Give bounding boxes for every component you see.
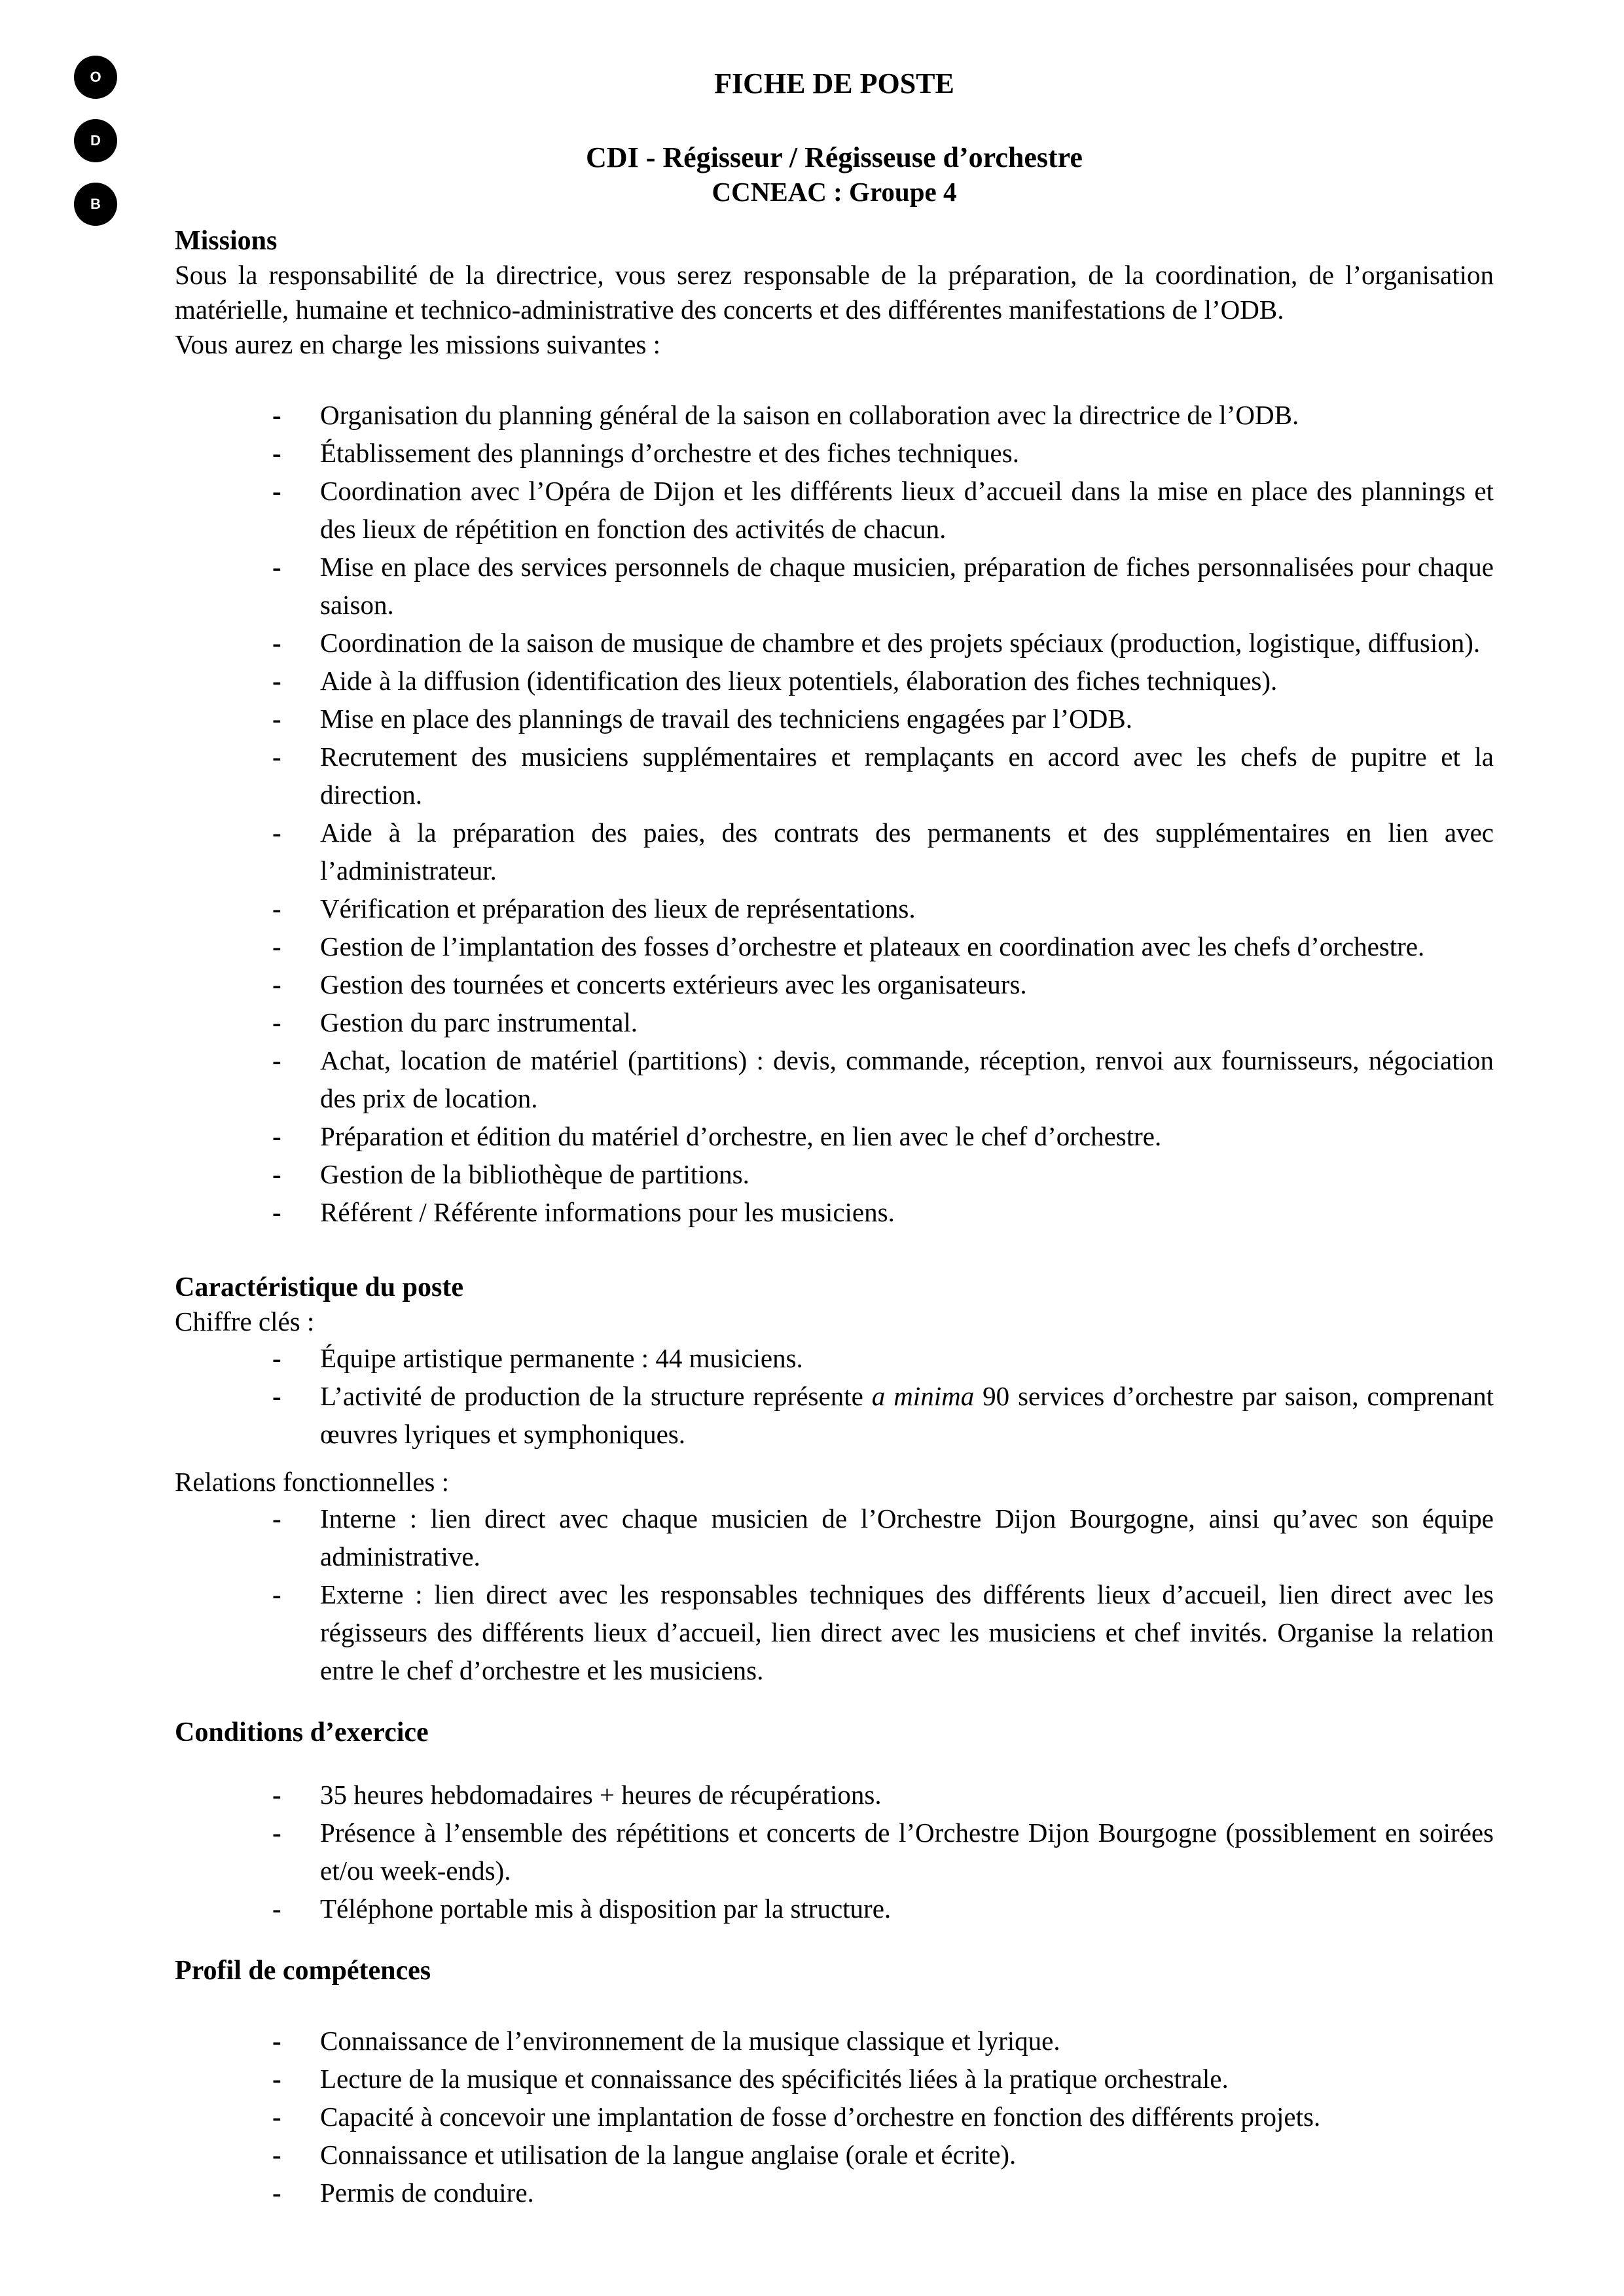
list-item: - Coordination avec l’Opéra de Dijon et les différents lieux d’accueil dans la mise en place des plannings et des lieux de répétition en fonction des activités de chacun. — [320, 472, 1494, 548]
list-item: - Téléphone portable mis à disposition par la structure. — [320, 1890, 1494, 1928]
list-item: - Gestion de l’implantation des fosses d’orchestre et plateaux en coordination avec les chefs d’orchestre. — [320, 927, 1494, 965]
key-figures-list — [175, 1339, 1494, 1453]
list-item: - Organisation du planning général de la saison en collaboration avec la directrice de l’ODB. — [320, 396, 1494, 434]
item-text: 90 services d’orchestre par saison, comprenant œuvres lyriques et symphoniques. — [320, 1381, 1494, 1449]
job-classification: CCNEAC : Groupe 4 — [712, 177, 957, 207]
list-item: - Établissement des plannings d’orchestre et des fiches techniques. — [320, 434, 1494, 472]
job-title: CDI - Régisseur / Régisseuse d’orchestre — [586, 141, 1083, 173]
relations-label: Relations fonctionnelles : — [175, 1467, 450, 1497]
job-description-page — [175, 65, 1494, 2212]
skills-heading: Profil de compétences — [175, 1956, 431, 1986]
list-item: - Achat, location de matériel (partitions) : devis, commande, réception, renvoi aux fournisseurs, négociation des prix de location. — [320, 1041, 1494, 1117]
list-item: - Gestion du parc instrumental. — [320, 1003, 1494, 1041]
list-item: - Préparation et édition du matériel d’orchestre, en lien avec le chef d’orchestre. — [320, 1117, 1494, 1155]
item-emphasis: a minima — [871, 1381, 975, 1411]
list-item — [320, 1377, 1494, 1453]
list-item: - Externe : lien direct avec les responsables techniques des différents lieux d’accueil, lien direct avec les régisseurs des différents lieux d’accueil, lien direct avec les musiciens et chef invités. Organise la relation entre le chef d’orchestre et les musiciens. — [320, 1575, 1494, 1689]
list-item: - Permis de conduire. — [320, 2174, 1494, 2212]
list-item: - Aide à la diffusion (identification des lieux potentiels, élaboration des fiches techniques). — [320, 662, 1494, 700]
missions-heading: Missions — [175, 226, 278, 256]
missions-intro: Sous la responsabilité de la directrice, vous serez responsable de la préparation, de la coordination, de l’organisation matérielle, humaine et technico-administrative des concerts et des différentes manifestations de l’ODB. — [175, 260, 1494, 325]
list-item: - Connaissance et utilisation de la langue anglaise (orale et écrite). — [320, 2136, 1494, 2174]
list-item: - Lecture de la musique et connaissance des spécificités liées à la pratique orchestrale. — [320, 2060, 1494, 2098]
missions-list — [175, 396, 1494, 1231]
list-item: - Mise en place des plannings de travail des techniciens engagées par l’ODB. — [320, 700, 1494, 738]
list-item: - Interne : lien direct avec chaque musicien de l’Orchestre Dijon Bourgogne, ainsi qu’avec son équipe administrative. — [320, 1499, 1494, 1575]
list-item: - Équipe artistique permanente : 44 musiciens. — [320, 1339, 1494, 1377]
conditions-list — [175, 1776, 1494, 1928]
list-item: - Référent / Référente informations pour les musiciens. — [320, 1193, 1494, 1231]
key-figures-label: Chiffre clés : — [175, 1306, 315, 1336]
logo-letter-o: O — [74, 56, 117, 99]
list-item: - Gestion des tournées et concerts extérieurs avec les organisateurs. — [320, 965, 1494, 1003]
list-item: - Connaissance de l’environnement de la musique classique et lyrique. — [320, 2022, 1494, 2060]
logo-letter-d: D — [74, 119, 117, 162]
relations-list — [175, 1499, 1494, 1689]
list-item: - Coordination de la saison de musique de chambre et des projets spéciaux (production, logistique, diffusion). — [320, 624, 1494, 662]
document-title: FICHE DE POSTE — [714, 67, 954, 99]
characteristics-heading: Caractéristique du poste — [175, 1272, 463, 1302]
list-item: - Gestion de la bibliothèque de partitions. — [320, 1155, 1494, 1193]
skills-list — [175, 2022, 1494, 2212]
list-item: - Mise en place des services personnels de chaque musicien, préparation de fiches personnalisées pour chaque saison. — [320, 548, 1494, 624]
list-item: - Aide à la préparation des paies, des contrats des permanents et des supplémentaires en lien avec l’administrateur. — [320, 814, 1494, 889]
list-item: - 35 heures hebdomadaires + heures de récupérations. — [320, 1776, 1494, 1814]
list-item: - Capacité à concevoir une implantation de fosse d’orchestre en fonction des différents projets. — [320, 2098, 1494, 2136]
conditions-heading: Conditions d’exercice — [175, 1717, 429, 1748]
list-item: - Présence à l’ensemble des répétitions et concerts de l’Orchestre Dijon Bourgogne (possiblement en soirées et/ou week-ends). — [320, 1814, 1494, 1890]
logo-letter-b: B — [74, 183, 117, 226]
list-item: - Vérification et préparation des lieux de représentations. — [320, 889, 1494, 927]
list-item: - Recrutement des musiciens supplémentaires et remplaçants en accord avec les chefs de pupitre et la direction. — [320, 738, 1494, 814]
item-text: L’activité de production de la structure représente — [320, 1381, 872, 1411]
odb-logo — [74, 56, 117, 246]
missions-lead: Vous aurez en charge les missions suivantes : — [175, 329, 661, 359]
